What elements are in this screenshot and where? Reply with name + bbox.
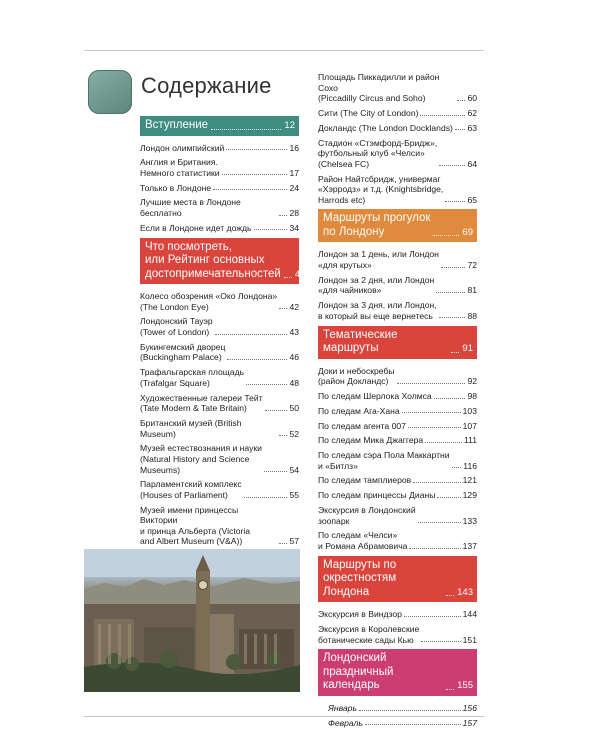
dot-leader — [359, 710, 461, 711]
entry-title: По следам принцессы Дианы — [318, 490, 436, 501]
toc-entry[interactable] — [140, 393, 299, 414]
page-number: 34 — [289, 222, 299, 233]
london-skyline-photo — [84, 549, 300, 692]
entry-title: Сити (The City of London) — [318, 107, 419, 118]
toc-entry[interactable] — [140, 183, 299, 194]
toc-entry[interactable] — [318, 490, 477, 501]
toc-entry[interactable] — [318, 703, 477, 714]
toc-entry[interactable] — [140, 316, 299, 337]
entry-title: По следам тамплиеров — [318, 475, 412, 486]
section-title: Что посмотреть, или Рейтинг основных достопримечательностей — [145, 240, 281, 280]
dot-leader — [409, 548, 460, 549]
dot-leader — [279, 215, 287, 216]
page-number: 63 — [467, 122, 477, 133]
toc-entry[interactable] — [140, 157, 299, 178]
page-number: 116 — [463, 460, 477, 471]
dot-leader — [279, 435, 287, 436]
entry-title: Лучшие места в Лондоне бесплатно — [140, 197, 241, 219]
page-number: 157 — [462, 717, 477, 728]
dot-leader — [408, 427, 461, 428]
page-number: 41 — [294, 268, 306, 280]
page-number: 72 — [467, 260, 477, 271]
toc-entry[interactable] — [140, 223, 299, 234]
page-number: 156 — [462, 702, 477, 713]
dot-leader — [436, 292, 465, 293]
toc-section-header[interactable] — [318, 326, 477, 359]
toc-entry[interactable] — [318, 718, 477, 729]
dot-leader — [439, 165, 465, 166]
page-number: 137 — [462, 541, 477, 551]
section-badge-icon — [88, 70, 132, 114]
dot-leader — [446, 689, 454, 690]
toc-entry[interactable] — [318, 391, 477, 402]
dot-leader — [420, 115, 465, 116]
page-number: 143 — [457, 586, 473, 598]
page-number: 60 — [467, 93, 477, 104]
entry-title: Лондонский Тауэр (Tower of London) — [140, 316, 213, 338]
dot-leader — [215, 334, 288, 335]
toc-entry[interactable] — [318, 174, 477, 206]
entry-title: По следам Шерлока Холмса — [318, 390, 432, 401]
toc-entry[interactable] — [318, 505, 477, 526]
toc-entry[interactable] — [140, 418, 299, 439]
toc-section-header[interactable] — [140, 238, 306, 285]
dot-leader — [265, 410, 288, 411]
page-number: 43 — [289, 327, 299, 338]
page-number: 133 — [462, 515, 477, 526]
section-title: Маршруты по окрестностям Лондона — [323, 558, 397, 598]
toc-entry[interactable] — [140, 443, 299, 475]
entry-title: По следам агента 007 — [318, 420, 406, 431]
entry-title: Стадион «Стэмфорд-Бридж», футбольный клуб «Челси» (Chelsea FC) — [318, 137, 438, 169]
entry-title: Экскурсия в Королевские ботанические сады Кью — [318, 624, 420, 645]
page-number: 98 — [467, 390, 477, 401]
toc-section-header[interactable] — [318, 649, 477, 696]
page-number: 69 — [462, 226, 473, 238]
page-number: 24 — [289, 182, 299, 193]
dot-leader — [445, 201, 465, 202]
page-number: 46 — [289, 352, 299, 363]
page-number: 91 — [462, 343, 473, 355]
dot-leader — [434, 398, 466, 399]
dot-leader — [413, 482, 460, 483]
entry-title: Лондон за 1 день, или Лондон «для крутых» — [318, 249, 439, 271]
dot-leader — [227, 359, 287, 360]
page-number: 62 — [467, 107, 477, 118]
page-number: 151 — [462, 634, 477, 645]
page-number: 55 — [289, 489, 299, 500]
page-number: 92 — [467, 376, 477, 387]
toc-entry[interactable] — [318, 249, 477, 270]
entry-title: Музей имени принцессы Виктории и принца Альберта (Victoria and Albert Museum (V&A)) — [140, 504, 251, 547]
page-title: Содержание — [141, 73, 272, 98]
toc-right-column — [318, 72, 477, 733]
page-number: 42 — [289, 301, 299, 312]
dot-leader — [284, 277, 292, 278]
dot-leader — [246, 384, 287, 385]
toc-entry[interactable] — [140, 367, 299, 388]
page-number: 88 — [467, 310, 477, 321]
section-title: Тематические маршруты — [323, 328, 398, 355]
page-number: 121 — [462, 475, 477, 486]
dot-leader — [439, 317, 466, 318]
entry-title: Докландс (The London Docklands) — [318, 122, 453, 133]
toc-section-header[interactable] — [318, 209, 477, 242]
dot-leader — [226, 149, 287, 150]
toc-entry[interactable] — [318, 609, 477, 620]
section-title: Лондонский праздничный календарь — [323, 652, 394, 692]
toc-entry[interactable] — [140, 291, 299, 312]
dot-leader — [397, 383, 466, 384]
page-number: 64 — [467, 158, 477, 169]
toc-entry[interactable] — [318, 123, 477, 134]
entry-title: По следам Ага-Хана — [318, 405, 400, 416]
page-number: 28 — [289, 208, 299, 219]
dot-leader — [455, 129, 466, 130]
bottom-rule — [84, 716, 484, 717]
page-number: 48 — [289, 377, 299, 388]
dot-leader — [264, 471, 287, 472]
page-number: 155 — [457, 680, 473, 692]
entry-title: Район Найтсбридж, универмаг «Хэрродз» и т.д. (Knightsbridge, Harrods etc) — [318, 173, 444, 205]
entry-title: Лондон олимпийский — [140, 142, 225, 153]
dot-leader — [457, 100, 465, 101]
page-number: 54 — [289, 464, 299, 475]
entry-title: Если в Лондоне идет дождь — [140, 222, 252, 233]
dot-leader — [222, 174, 288, 175]
page-number: 129 — [462, 490, 477, 501]
toc-section-header[interactable] — [318, 556, 477, 603]
entry-title: Февраль — [328, 717, 363, 728]
section-title: Вступление — [145, 119, 209, 131]
toc-entry[interactable] — [318, 138, 477, 170]
dot-leader — [279, 308, 287, 309]
entry-title: Площадь Пиккадилли и район Сохо (Piccadilly Circus and Soho) — [318, 72, 440, 104]
dot-leader — [254, 229, 288, 230]
toc-entry[interactable] — [318, 421, 477, 432]
dot-leader — [452, 467, 462, 468]
page-number: 57 — [289, 536, 299, 547]
toc-entry[interactable] — [318, 72, 477, 104]
dot-leader — [421, 641, 460, 642]
dot-leader — [418, 522, 461, 523]
section-title: Маршруты прогулок по Лондону — [323, 212, 431, 238]
page-number: 12 — [284, 120, 295, 131]
toc-entry[interactable] — [318, 300, 477, 321]
page-number: 144 — [462, 609, 477, 620]
dot-leader — [279, 543, 287, 544]
entry-title: По следам сэра Пола Маккартни и «Битлз» — [318, 450, 450, 471]
page-number: 50 — [289, 403, 299, 414]
entry-title: Парламентский комплекс (Houses of Parliament) — [140, 479, 242, 500]
page-number: 103 — [462, 405, 477, 416]
toc-entry[interactable] — [140, 197, 299, 218]
page-number: 107 — [462, 420, 477, 431]
toc-entry[interactable] — [318, 624, 477, 645]
dot-leader — [451, 352, 459, 353]
toc-entry[interactable] — [140, 479, 299, 500]
entry-title: Художественные галереи Тейт (Tate Modern & Tate Britain) — [140, 392, 263, 414]
dot-leader — [437, 497, 460, 498]
toc-entry[interactable] — [318, 108, 477, 119]
toc-entry[interactable] — [318, 475, 477, 486]
entry-title: По следам Мика Джаггера — [318, 435, 424, 446]
page-number: 81 — [467, 285, 477, 296]
entry-title: По следам «Челси» и Романа Абрамовича — [318, 530, 408, 551]
toc-left-column — [140, 116, 306, 577]
toc-entry[interactable] — [318, 275, 477, 296]
top-rule — [84, 50, 484, 51]
entry-title: Трафальгарская площадь (Trafalgar Square) — [140, 367, 245, 388]
dot-leader — [446, 595, 454, 596]
toc-section-header[interactable] — [140, 116, 299, 136]
toc-entry[interactable] — [318, 406, 477, 417]
dot-leader — [211, 129, 281, 130]
toc-entry[interactable] — [140, 143, 299, 154]
entry-title: Только в Лондоне — [140, 182, 212, 193]
dot-leader — [425, 442, 462, 443]
entry-title: Лондон за 2 дня, или Лондон «для чайников» — [318, 274, 435, 296]
dot-leader — [365, 724, 461, 725]
page-number: 52 — [289, 428, 299, 439]
page-number: 65 — [467, 194, 477, 205]
entry-title: Англия и Британия. Немного статистики — [140, 157, 220, 178]
entry-title: Колесо обозрения «Око Лондона» (The London Eye) — [140, 291, 278, 312]
entry-title: Музей естествознания и науки (Natural History and Science Museums) — [140, 443, 262, 475]
entry-title: Январь — [328, 702, 357, 713]
dot-leader — [213, 189, 287, 190]
dot-leader — [244, 497, 288, 498]
dot-leader — [433, 235, 459, 236]
page-number: 17 — [289, 167, 299, 178]
dot-leader — [404, 616, 461, 617]
toc-entry[interactable] — [140, 505, 299, 547]
toc-entry[interactable] — [140, 342, 299, 363]
entry-title: Букингемский дворец (Buckingham Palace) — [140, 341, 226, 363]
entry-title: Экскурсия в Лондонский зоопарк — [318, 505, 416, 526]
entry-title: Экскурсия в Виндзор — [318, 609, 402, 620]
toc-entry[interactable] — [318, 366, 477, 387]
page-number: 111 — [463, 435, 477, 446]
dot-leader — [441, 267, 466, 268]
toc-entry[interactable] — [318, 435, 477, 446]
page-number: 16 — [289, 142, 299, 153]
entry-title: Британский музей (British Museum) — [140, 417, 242, 439]
toc-entry[interactable] — [318, 450, 477, 471]
entry-title: Лондон за 3 дня, или Лондон, в который вы еще вернетесь — [318, 300, 437, 321]
dot-leader — [402, 412, 461, 413]
entry-title: Доки и небоскребы (район Докландс) — [318, 365, 395, 387]
toc-entry[interactable] — [318, 530, 477, 551]
